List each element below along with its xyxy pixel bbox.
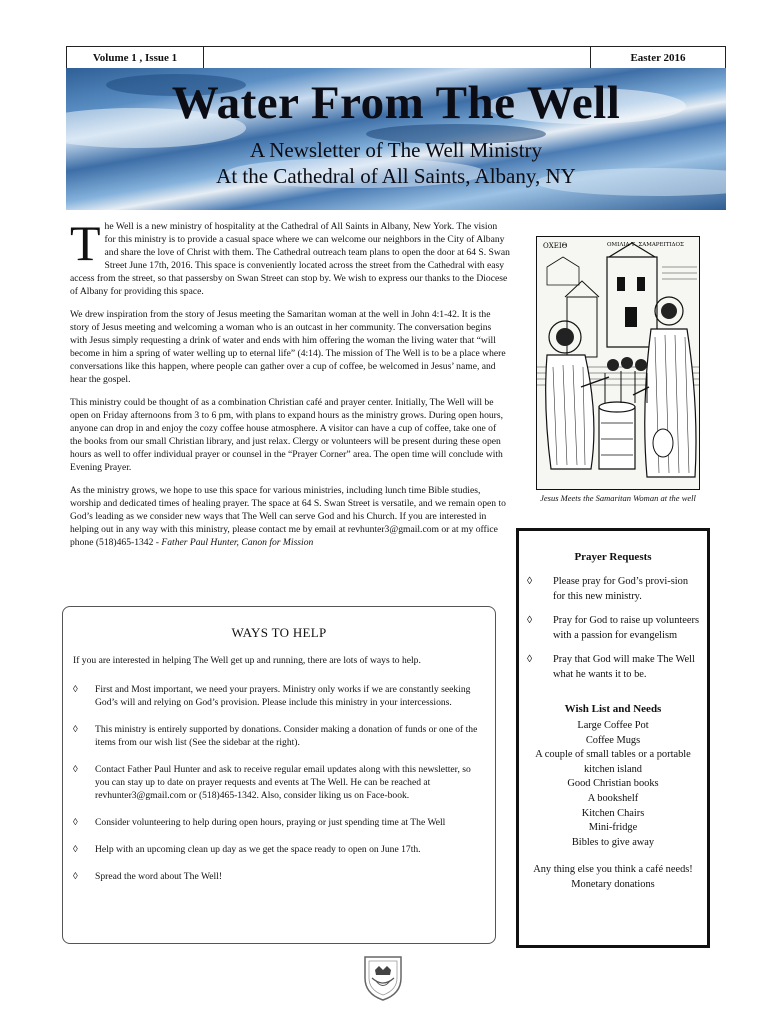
ways-to-help-box	[62, 606, 496, 944]
list-item-text: This ministry is entirely supported by donations. Consider making a donation of funds or one of the items from our wish list (See the sidebar at the right).	[95, 724, 478, 748]
list-item	[73, 723, 487, 749]
illustration-caption: Jesus Meets the Samaritan Woman at the well	[540, 493, 696, 503]
ways-to-help-title: WAYS TO HELP	[231, 625, 327, 640]
wish-item: Mini-fridge	[588, 822, 638, 834]
list-item-text: Please pray for God’s provi-sion for this new ministry.	[553, 576, 689, 602]
prayer-requests-title: Prayer Requests	[574, 551, 652, 563]
list-item	[527, 653, 701, 682]
diamond-bullet-icon: ◊	[73, 684, 78, 695]
ways-to-help-intro: If you are interested in helping The Well get up and running, there are lots of ways to help.	[73, 655, 421, 666]
wish-item: A couple of small tables or a portable kitchen island	[535, 749, 691, 775]
shield-icon	[362, 954, 404, 1002]
list-item-text: Help with an upcoming clean up day as we get the space ready to open on June 17th.	[95, 844, 421, 855]
icon-illustration	[536, 236, 700, 490]
wish-item: Large Coffee Pot	[577, 720, 649, 731]
newsletter-subtitle: A Newsletter of The Well Ministry	[249, 138, 543, 162]
list-item	[73, 816, 487, 829]
sidebar-box	[516, 528, 710, 948]
monetary-donations: Monetary donations	[571, 878, 655, 890]
list-item-text: Contact Father Paul Hunter and ask to receive regular email updates along with this newsletter, so you can stay up to date on prayer requests and events at The Well. He can be reached at revhunter3@gmail.com or (518)465-1342. Also, consider liking us on Face-book.	[95, 764, 471, 801]
wish-list	[525, 719, 701, 850]
newsletter-title: Water From The Well	[171, 77, 621, 129]
ways-to-help-list	[73, 683, 487, 897]
list-item-text: Pray for God to raise up volunteers with a passion for evangelism	[553, 615, 700, 641]
newsletter-location: At the Cathedral of All Saints, Albany, NY	[216, 164, 576, 188]
diamond-bullet-icon: ◊	[73, 871, 78, 882]
drop-cap: T	[70, 215, 101, 271]
list-item	[73, 870, 487, 883]
wish-item: Coffee Mugs	[585, 734, 641, 746]
article-paragraph	[70, 215, 510, 298]
wish-item: Kitchen Chairs	[581, 807, 645, 819]
diamond-bullet-icon: ◊	[73, 844, 78, 855]
list-item	[527, 614, 701, 643]
main-article	[70, 215, 510, 559]
list-item	[527, 575, 701, 604]
list-item	[73, 683, 487, 709]
diamond-bullet-icon: ◊	[527, 615, 533, 626]
season-label: Easter 2016	[590, 47, 725, 69]
article-paragraph-3: This ministry could be thought of as a combination Christian café and prayer center. Initially, The Well will be open on Friday afternoons from 3 to 6 pm, with plans to expand hours as the ministry grows. During open hours, anyone can drop in and enjoy the cozy coffee house atmosphere. A visitor can have a cup of coffee, take one of the books from our small Christian library, and just relax. Clergy or volunteers will be present during these open hours as well to offer individual prayer or counsel in the “Prayer Corner” area. The open time will conclude with Evening Prayer.	[70, 397, 503, 473]
samaritan-woman-icon	[537, 237, 699, 489]
prayer-requests-list	[527, 575, 701, 692]
article-paragraph	[70, 484, 510, 549]
diamond-bullet-icon: ◊	[527, 654, 533, 665]
wish-item: Bibles to give away	[571, 836, 655, 848]
list-item-text: Spread the word about The Well!	[95, 871, 223, 882]
volume-label: Volume 1 , Issue 1	[67, 47, 204, 69]
article-paragraph-1: he Well is a new ministry of hospitality at the Cathedral of All Saints in Albany, New York. The vision for this ministry is to provide a casual space where we can welcome our neighbors in the City of Albany and share the love of Christ with them. The Cathedral outreach team plans to open the door at 64 S. Swan Street June 17th, 2016. This space is conveniently located across the street from the Cathedral with easy access from the street, so that passersby on Swan Street can stop by. We wish to express our thanks to the Diocese of Albany for providing this space.	[70, 221, 510, 297]
diamond-bullet-icon: ◊	[73, 764, 78, 775]
article-paragraph-4: As the ministry grows, we hope to use this space for various ministries, including lunch time Bible studies, worship and dedicated times of healing prayer. The space at 64 S. Swan Street is versatile, and we remain open to God’s leading as we consider new ways that The Well can serve God and his Church. If you are interested in helping out in any way with this ministry, please contact me by email at revhunter3@gmail.com or at my office phone (518)465-1342 -	[70, 485, 506, 548]
article-paragraph-2: We drew inspiration from the story of Jesus meeting the Samaritan woman at the well in John 4:1-42. It is the story of Jesus meeting and welcoming a woman who is an outcast in her community. The conversation begins with Jesus simply requesting a drink of water and ends with him offering the woman the living water that “will become in him a spring of water welling up to eternal life” (4:14). The mission of The Well is to be a place where conversations like this happen, where people can gather over a cup of coffee, be welcomed in Jesus’ name, and hear the gospel.	[70, 309, 506, 385]
diamond-bullet-icon: ◊	[73, 724, 78, 735]
extra-needs-line: Any thing else you think a café needs!	[533, 864, 693, 875]
diamond-bullet-icon: ◊	[527, 576, 533, 587]
list-item-text: Consider volunteering to help during open hours, praying or just spending time at The Well	[95, 817, 446, 828]
wish-item: A bookshelf	[587, 792, 639, 804]
list-item	[73, 763, 487, 802]
icon-label-right: ΟΜΙΛΙΑ Τ. ΣΑΜΑΡΕΙΤΙΔΟΣ	[607, 242, 684, 248]
icon-label-left: ΟΧΕΙΘ	[543, 242, 568, 250]
wish-list-title: Wish List and Needs	[564, 703, 662, 715]
wish-item: Good Christian books	[567, 778, 659, 790]
list-item-text: First and Most important, we need your prayers. Ministry only works if we are constantly seeking God’s will and relying on God’s provision. Please include this ministry in your intercessions.	[95, 684, 471, 708]
cathedral-crest-icon	[362, 954, 404, 1002]
extra-needs	[525, 863, 701, 892]
masthead-banner	[66, 68, 726, 210]
diamond-bullet-icon: ◊	[73, 817, 78, 828]
author-signature: Father Paul Hunter, Canon for Mission	[161, 537, 314, 548]
header-bar	[66, 46, 726, 70]
list-item-text: Pray that God will make The Well what he wants it to be.	[553, 654, 695, 680]
list-item	[73, 843, 487, 856]
